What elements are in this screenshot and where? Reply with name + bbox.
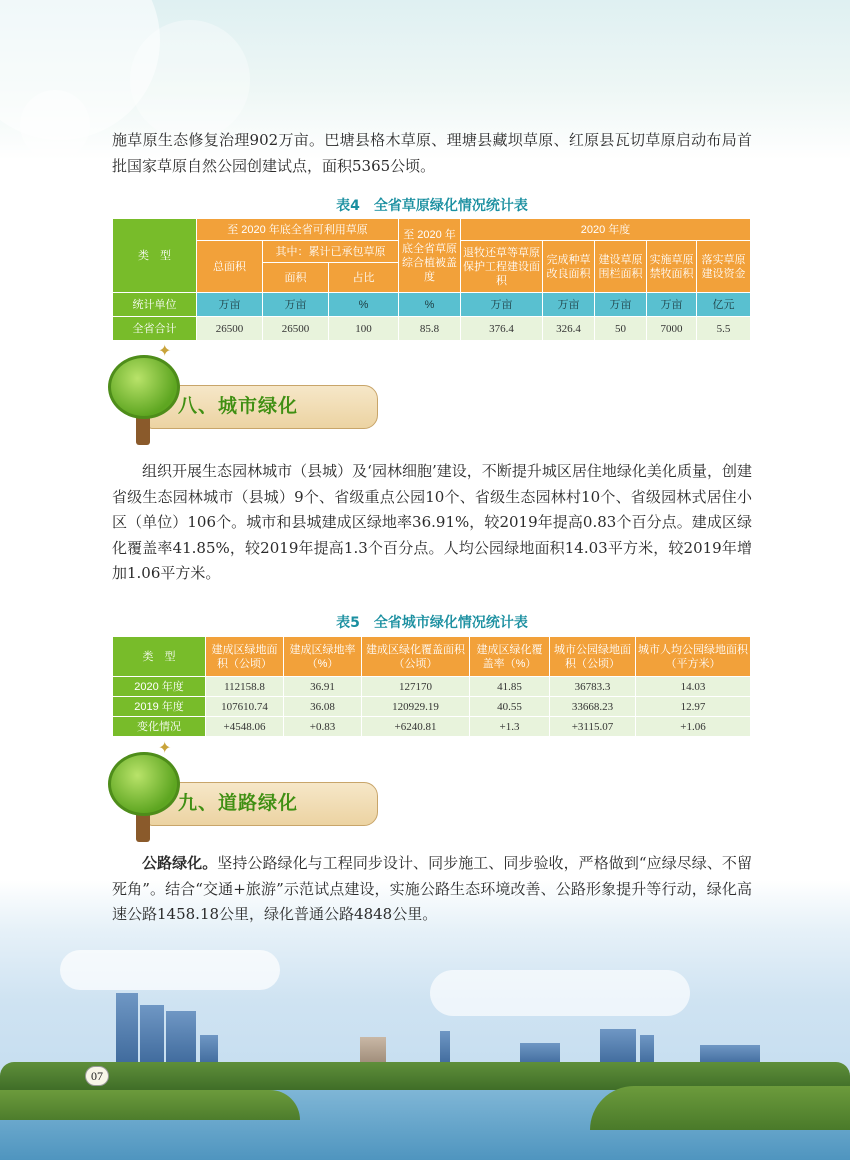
section9-paragraph	[112, 851, 752, 928]
section8-paragraph: 组织开展生态园林城市（县城）及‘园林细胞’建设，不断提升城区居住地绿化美化质量，创建省级生态园林城市（县城）9个、省级重点公园10个、省级生态园林村10个、省级园林式居住小区（单位）106个。城市和县城建成区绿地率36.91%，较2019年提高0.83个百分点。建成区绿化覆盖率41.85%，较2019年提高1.3个百分点。人均公园绿地面积14.03平方米，较2019年增加1.06平方米。	[112, 462, 752, 582]
table4-total-cell: 5.5	[697, 317, 751, 341]
table5-header-cell: 建成区绿化覆盖率（%）	[470, 637, 550, 677]
table5-cell: 36.91	[284, 677, 362, 697]
table4-unit-cell: 万亩	[595, 293, 647, 317]
table4-area-header: 面积	[263, 263, 329, 293]
table5-cell: +1.3	[470, 717, 550, 737]
table4-unit-cell: %	[399, 293, 461, 317]
table5-header-cell: 城市人均公园绿地面积（平方米）	[636, 637, 751, 677]
table4-fence-header: 建设草原围栏面积	[595, 241, 647, 293]
cloud	[430, 970, 690, 1016]
background-bubble	[20, 90, 90, 160]
table4-improve-header: 完成种草改良面积	[543, 241, 595, 293]
table4-unit-cell: 万亩	[263, 293, 329, 317]
table4-ban-header: 实施草原禁牧面积	[647, 241, 697, 293]
city-river-photo	[0, 930, 850, 1160]
table4-total-cell: 85.8	[399, 317, 461, 341]
table5-header-cell: 类 型	[113, 637, 206, 677]
bird-icon: ✦	[158, 738, 172, 757]
section8-heading	[108, 341, 388, 450]
table4-coverage-header: 至 2020 年底全省草原综合植被盖度	[399, 219, 461, 293]
table5-cell: 112158.8	[206, 677, 284, 697]
table4-total-cell: 376.4	[461, 317, 543, 341]
table5-cell: 40.55	[470, 697, 550, 717]
table5-header-cell: 建成区绿化覆盖面积（公顷）	[362, 637, 470, 677]
table5-row-label: 2019 年度	[113, 697, 206, 717]
table5-cell: 41.85	[470, 677, 550, 697]
building	[600, 1029, 636, 1065]
table5-cell: +1.06	[636, 717, 751, 737]
table5-cell: +6240.81	[362, 717, 470, 737]
table4-grassland	[112, 218, 751, 341]
cloud	[60, 950, 280, 990]
table4-group-usable: 至 2020 年底全省可利用草原	[197, 219, 399, 241]
table5-cell: 107610.74	[206, 697, 284, 717]
table4-unit-cell: 亿元	[697, 293, 751, 317]
building	[116, 993, 138, 1065]
table5-cell: 36783.3	[550, 677, 636, 697]
table4-total-cell: 326.4	[543, 317, 595, 341]
section8-title: 八、城市绿化	[178, 395, 299, 417]
table4-total-cell: 7000	[647, 317, 697, 341]
table-row	[113, 717, 751, 737]
building	[140, 1005, 164, 1065]
table5-cell: 36.08	[284, 697, 362, 717]
river-bank	[590, 1086, 850, 1130]
table4-group-contract: 其中：累计已承包草原	[263, 241, 399, 263]
table5-caption: 表5 全省城市绿化情况统计表	[336, 615, 528, 631]
table4-total-cell: 26500	[263, 317, 329, 341]
building	[360, 1037, 386, 1065]
table5-cell: +4548.06	[206, 717, 284, 737]
table4-unit-cell: %	[329, 293, 399, 317]
table4-fund-header: 落实草原建设资金	[697, 241, 751, 293]
background-bubble	[130, 20, 250, 140]
table5-cell: 14.03	[636, 677, 751, 697]
table4-total-cell: 100	[329, 317, 399, 341]
tree-icon	[108, 355, 180, 419]
building	[166, 1011, 196, 1065]
table4-total-cell: 26500	[197, 317, 263, 341]
table4-caption: 表4 全省草原绿化情况统计表	[336, 198, 528, 214]
table5-cell: +0.83	[284, 717, 362, 737]
intro-paragraph: 施草原生态修复治理902万亩。巴塘县格木草原、理塘县藏坝草原、红原县瓦切草原启动布局首批国家草原自然公园创建试点，面积5365公顷。	[112, 131, 752, 175]
building	[440, 1031, 450, 1065]
table5-cell: 12.97	[636, 697, 751, 717]
table5-cell: 120929.19	[362, 697, 470, 717]
table4-return-header: 退牧还草等草原保护工程建设面积	[461, 241, 543, 293]
bird-icon: ✦	[158, 341, 172, 360]
table4-unit-cell: 万亩	[647, 293, 697, 317]
table5-row-label: 2020 年度	[113, 677, 206, 697]
section9-title: 九、道路绿化	[178, 792, 299, 814]
page-number: 07	[85, 1066, 109, 1086]
table4-type-header: 类 型	[113, 219, 197, 293]
river-bank	[0, 1090, 300, 1120]
table-row	[113, 697, 751, 717]
section9-lead: 公路绿化。	[142, 854, 218, 872]
table4-group-2020: 2020 年度	[461, 219, 751, 241]
table4-unit-cell: 万亩	[197, 293, 263, 317]
building	[640, 1035, 654, 1065]
table4-total-label: 全省合计	[113, 317, 197, 341]
table-row	[113, 677, 751, 697]
tree-icon	[108, 752, 180, 816]
table4-unit-cell: 万亩	[543, 293, 595, 317]
table5-cell: 33668.23	[550, 697, 636, 717]
table5-header-cell: 城市公园绿地面积（公顷）	[550, 637, 636, 677]
table5-row-label: 变化情况	[113, 717, 206, 737]
table4-ratio-header: 占比	[329, 263, 399, 293]
table5-header-cell: 建成区绿地面积（公顷）	[206, 637, 284, 677]
table5-urban-greening	[112, 636, 751, 737]
section9-body: 坚持公路绿化与工程同步设计、同步施工、同步验收，严格做到“应绿尽绿、不留死角”。结合“交通+旅游”示范试点建设，实施公路生态环境改善、公路形象提升等行动，绿化高速公路1458.18公里，绿化普通公路4848公里。	[112, 854, 752, 923]
table5-cell: +3115.07	[550, 717, 636, 737]
section9-heading	[108, 738, 388, 847]
table4-total-cell: 50	[595, 317, 647, 341]
table4-unit-label: 统计单位	[113, 293, 197, 317]
building	[200, 1035, 218, 1065]
table4-unit-cell: 万亩	[461, 293, 543, 317]
table5-header-cell: 建成区绿地率（%）	[284, 637, 362, 677]
table4-total-area-header: 总面积	[197, 241, 263, 293]
table5-cell: 127170	[362, 677, 470, 697]
